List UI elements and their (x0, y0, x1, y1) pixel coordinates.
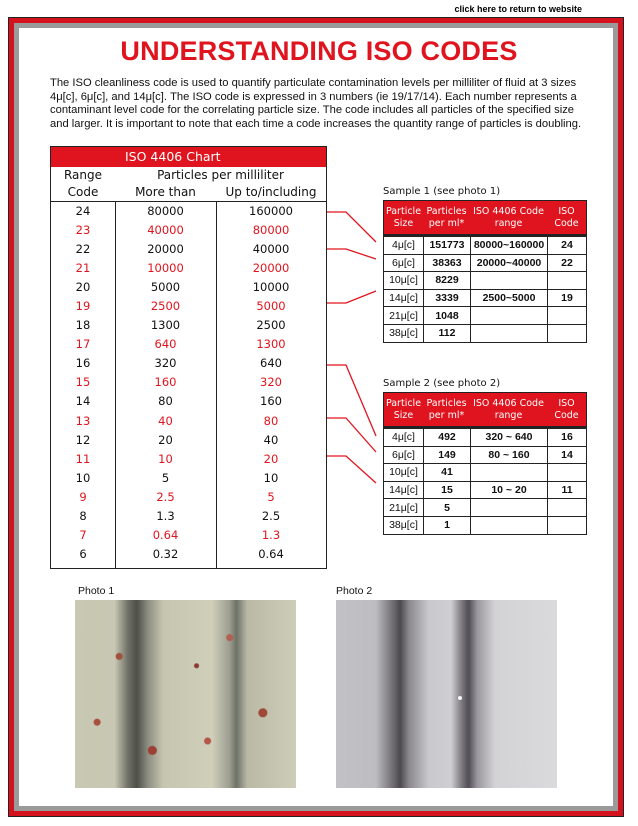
iso-chart-cell-code: 9 (79, 489, 87, 504)
sample2-row (384, 498, 586, 516)
iso-chart-cell-code: 17 (75, 337, 91, 352)
iso-chart-cell-more: 10000 (147, 261, 184, 276)
sample1-cell-range: 2500~5000 (470, 290, 547, 307)
sample2-cell-size: 21μ[c] (389, 501, 418, 514)
photo1-contaminated-filter-image (75, 600, 296, 788)
header-particle-size: Particle Size (385, 397, 422, 421)
sample1-cell-code: 24 (547, 237, 586, 254)
sample2-cell-code (547, 517, 586, 534)
iso-chart-cell-upto: 20000 (252, 261, 290, 276)
sample2-cell-count: 5 (423, 499, 470, 516)
iso-chart-cell-code: 19 (75, 299, 91, 314)
sample1-cell-count: 38363 (423, 255, 470, 272)
iso-chart-cell-code: 11 (75, 451, 91, 466)
iso-chart-cell-code: 6 (79, 546, 87, 561)
page-title: UNDERSTANDING ISO CODES (120, 36, 518, 66)
sample1-cell-size: 4μ[c] (392, 239, 415, 252)
iso-chart-cell-more: 10 (158, 451, 173, 466)
sample2-table (383, 392, 587, 535)
return-to-website-link[interactable]: click here to return to website (454, 4, 582, 14)
sample1-cell-code: 22 (547, 255, 586, 272)
iso-chart-cell-more: 5 (161, 470, 170, 485)
sample1-row (384, 324, 586, 342)
iso-chart-cell-upto: 20 (263, 451, 279, 466)
sample2-cell-count: 149 (423, 447, 470, 464)
iso-chart-range-label: Range (63, 168, 103, 182)
sample2-cell-range: 320 ~ 640 (470, 429, 547, 446)
sample2-cell-count: 15 (423, 482, 470, 499)
header-iso-code: ISO Code (554, 205, 579, 229)
sample1-row (384, 236, 586, 254)
iso-chart-cell-more: 0.32 (152, 546, 179, 561)
sample1-cell-count: 1048 (423, 307, 470, 324)
sample1-cell-range (470, 307, 547, 324)
sample1-cell-range: 20000~40000 (470, 255, 547, 272)
sample2-cell-code: 11 (547, 482, 586, 499)
iso-chart-cell-upto: 80 (263, 413, 279, 428)
connector-line (327, 456, 376, 483)
iso-chart-cell-more: 40000 (147, 223, 184, 238)
header-particles-per-ml: Particles per ml* (426, 397, 467, 421)
connector-line (327, 291, 376, 303)
iso-chart-cell-more: 640 (154, 337, 177, 352)
iso-chart-cell-more: 160 (154, 375, 177, 390)
sample1-row (384, 271, 586, 289)
sample2-cell-size: 38μ[c] (389, 519, 418, 532)
sample1-cell-code (547, 325, 586, 342)
iso-chart-cell-more: 320 (154, 356, 177, 371)
iso-chart-cell-upto: 10000 (252, 280, 290, 295)
sample2-cell-range (470, 499, 547, 516)
iso-chart-cell-code: 16 (75, 356, 91, 371)
sample2-row (384, 446, 586, 464)
sample1-row (384, 306, 586, 324)
sample1-cell-range (470, 325, 547, 342)
sample2-row (384, 428, 586, 446)
iso-chart-cell-upto: 40000 (252, 242, 290, 257)
sample2-row (384, 481, 586, 499)
header-particles-per-ml: Particles per ml* (426, 205, 467, 229)
connector-line (327, 418, 376, 452)
iso-chart-cell-more: 20 (158, 432, 173, 447)
header-code-range: ISO 4406 Code range (473, 205, 544, 229)
sample1-cell-code (547, 307, 586, 324)
sample2-cell-range: 80 ~ 160 (470, 447, 547, 464)
sample1-cell-code: 19 (547, 290, 586, 307)
connector-line (327, 212, 376, 242)
sample2-cell-count: 492 (423, 429, 470, 446)
iso-chart-cell-code: 20 (75, 280, 91, 295)
sample1-table-header (384, 201, 586, 236)
intro-paragraph: The ISO cleanliness code is used to quantify particulate contamination levels per milliliter of fluid at 3 sizes 4μ[c], 6μ[c], and 14μ[c]. The ISO code is expressed in 3 numbers (ie 19/17/14). Each number represents a contaminant level code for the correlating particle size. The code includes all particles of the specified size and larger. It is important to note that each time a code increases the quantity range of particles is doubling. (50, 77, 582, 130)
iso-chart-cell-more: 2500 (150, 299, 181, 314)
sample2-cell-count: 41 (423, 464, 470, 481)
sample1-cell-size: 38μ[c] (389, 327, 418, 340)
iso-chart-cell-more: 0.64 (152, 527, 179, 542)
sample1-cell-count: 3339 (423, 290, 470, 307)
sample2-row (384, 516, 586, 534)
sample2-label: Sample 2 (see photo 2) (383, 378, 501, 389)
iso-chart-cell-upto: 160000 (249, 204, 293, 218)
sample2-cell-code (547, 499, 586, 516)
sample2-cell-range (470, 517, 547, 534)
iso-chart-cell-upto: 640 (260, 356, 282, 371)
sample2-cell-code: 14 (547, 447, 586, 464)
col-header-more-than: More than (135, 185, 196, 199)
iso-chart-cell-upto: 2500 (256, 318, 286, 333)
sample1-row (384, 289, 586, 307)
sample2-cell-code: 16 (547, 429, 586, 446)
iso-chart-cell-code: 21 (75, 261, 91, 276)
col-header-code: Code (67, 185, 99, 199)
sample1-cell-code (547, 272, 586, 289)
iso-chart-cell-code: 15 (75, 375, 91, 390)
iso-chart-cell-more: 2.5 (156, 489, 175, 504)
sample2-cell-code (547, 464, 586, 481)
photo-speck (458, 696, 462, 700)
sample2-cell-range (470, 464, 547, 481)
iso-chart-cell-code: 12 (75, 432, 91, 447)
iso-chart-cell-upto: 1300 (256, 337, 286, 352)
photo2-clean-filter-image (336, 600, 557, 788)
sample1-cell-range (470, 272, 547, 289)
iso-chart-cell-more: 80 (158, 394, 173, 409)
iso-chart-cell-code: 10 (75, 470, 91, 485)
iso-chart-cell-code: 13 (75, 413, 91, 428)
iso-chart-cell-more: 1.3 (156, 508, 175, 523)
header-particle-size: Particle Size (385, 205, 422, 229)
photo1-label: Photo 1 (78, 585, 115, 597)
iso-chart-cell-upto: 0.64 (258, 546, 284, 561)
sample2-cell-count: 1 (423, 517, 470, 534)
header-iso-code: ISO Code (554, 397, 579, 421)
iso-chart-cell-upto: 10 (263, 470, 279, 485)
header-code-range: ISO 4406 Code range (473, 397, 544, 421)
sample1-cell-size: 10μ[c] (389, 274, 418, 287)
sample1-cell-size: 21μ[c] (389, 309, 418, 322)
sample1-cell-count: 112 (423, 325, 470, 342)
sample1-cell-count: 151773 (423, 237, 470, 254)
iso-chart-cell-code: 24 (75, 204, 91, 218)
col-header-up-to: Up to/including (225, 185, 317, 199)
sample2-cell-size: 6μ[c] (392, 448, 415, 461)
iso-chart-cell-more: 1300 (150, 318, 181, 333)
iso-chart-cell-upto: 160 (260, 394, 282, 409)
sample2-cell-range: 10 ~ 20 (470, 482, 547, 499)
iso-chart-particles-label: Particles per milliliter (157, 168, 284, 182)
iso-chart-cell-code: 23 (75, 223, 91, 238)
iso-chart-cell-code: 7 (79, 527, 87, 542)
iso-chart-cell-more: 5000 (150, 280, 181, 295)
iso-chart-title: ISO 4406 Chart (51, 147, 326, 167)
sample1-row (384, 254, 586, 272)
sample2-cell-size: 10μ[c] (389, 466, 418, 479)
sample1-cell-size: 14μ[c] (389, 292, 418, 305)
sample2-table-header (384, 393, 586, 428)
sample1-table (383, 200, 587, 343)
iso-chart-cell-more: 40 (158, 413, 173, 428)
iso-chart-cell-upto: 40 (263, 432, 279, 447)
iso-chart-cell-code: 18 (75, 318, 91, 333)
iso-chart-cell-upto: 1.3 (261, 527, 281, 542)
sample1-cell-count: 8229 (423, 272, 470, 289)
iso-chart-cell-code: 8 (79, 508, 87, 523)
iso-chart-cell-upto: 5 (267, 489, 275, 504)
photo2-label: Photo 2 (336, 585, 373, 597)
iso-chart-cell-more: 20000 (147, 242, 184, 257)
iso-chart-cell-upto: 5000 (256, 299, 286, 314)
iso-chart-cell-upto: 80000 (252, 223, 290, 238)
sample1-cell-size: 6μ[c] (392, 256, 415, 269)
iso-chart-cell-more: 80000 (147, 204, 184, 218)
sample2-row (384, 463, 586, 481)
iso-chart-cell-code: 22 (75, 242, 91, 257)
iso-chart-cell-code: 14 (75, 394, 91, 409)
sample1-label: Sample 1 (see photo 1) (383, 186, 501, 197)
iso-chart-cell-upto: 2.5 (261, 508, 281, 523)
sample2-cell-size: 4μ[c] (392, 431, 415, 444)
sample2-cell-size: 14μ[c] (389, 484, 418, 497)
connector-line (327, 249, 376, 259)
sample1-cell-range: 80000~160000 (470, 237, 547, 254)
iso-chart-cell-upto: 320 (260, 375, 282, 390)
connector-line (327, 365, 376, 436)
